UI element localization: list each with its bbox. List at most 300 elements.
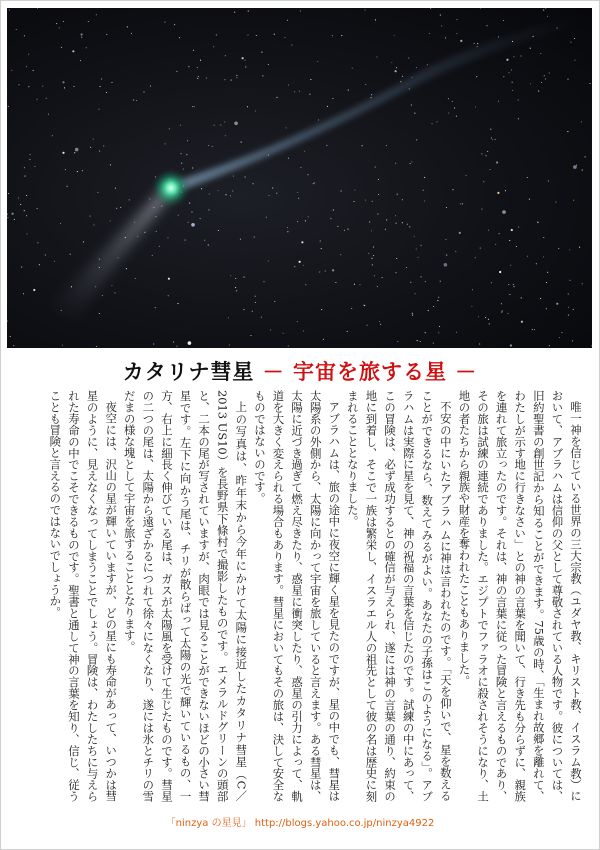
star xyxy=(396,223,397,224)
star xyxy=(133,99,134,100)
star xyxy=(102,295,103,296)
star xyxy=(369,221,370,222)
star xyxy=(444,263,448,267)
star xyxy=(262,75,263,76)
comet-photo xyxy=(7,8,592,348)
star xyxy=(415,293,416,294)
star xyxy=(497,192,499,194)
star xyxy=(247,34,248,35)
star xyxy=(106,34,107,35)
star xyxy=(242,57,244,59)
star xyxy=(268,195,269,196)
star xyxy=(103,145,104,146)
star xyxy=(568,315,569,316)
star xyxy=(240,239,241,240)
star xyxy=(498,101,499,102)
star xyxy=(287,227,288,228)
star xyxy=(307,174,308,175)
star xyxy=(437,300,438,301)
star xyxy=(440,281,441,282)
star xyxy=(286,127,287,128)
star xyxy=(409,226,410,227)
star xyxy=(26,215,27,216)
star xyxy=(446,207,447,208)
star xyxy=(511,69,512,70)
star xyxy=(455,251,456,252)
star xyxy=(410,163,411,164)
star xyxy=(153,343,154,344)
star xyxy=(567,131,568,132)
star xyxy=(191,212,192,213)
star xyxy=(541,82,542,83)
star xyxy=(294,91,295,92)
star xyxy=(371,258,372,259)
star xyxy=(90,216,91,217)
star xyxy=(489,323,490,324)
star xyxy=(37,8,38,9)
star xyxy=(516,246,517,247)
star xyxy=(559,337,560,338)
star xyxy=(431,123,432,124)
star xyxy=(456,19,457,20)
star xyxy=(425,281,426,282)
star xyxy=(20,204,21,205)
star xyxy=(341,35,342,36)
star xyxy=(74,152,75,153)
star xyxy=(492,139,493,140)
star xyxy=(411,161,412,162)
star xyxy=(10,336,11,337)
star xyxy=(527,177,528,178)
star xyxy=(474,43,475,44)
star xyxy=(244,60,245,61)
star xyxy=(198,76,199,77)
star xyxy=(454,108,455,109)
star xyxy=(268,260,269,261)
star xyxy=(208,244,209,245)
star xyxy=(396,258,397,259)
star xyxy=(200,60,201,61)
star xyxy=(548,180,549,181)
star xyxy=(433,343,434,344)
star xyxy=(244,277,245,278)
star xyxy=(459,232,461,234)
star xyxy=(116,208,117,209)
star xyxy=(425,332,426,333)
star xyxy=(377,286,378,287)
star xyxy=(391,62,392,63)
star xyxy=(67,186,68,187)
star xyxy=(534,329,535,330)
star xyxy=(512,90,513,91)
star xyxy=(245,66,246,67)
star xyxy=(337,226,338,227)
star xyxy=(245,176,246,177)
star xyxy=(395,215,396,216)
star xyxy=(326,145,327,146)
star xyxy=(114,292,115,293)
star xyxy=(377,214,378,215)
paragraph-2: 不安の中にいたアブラハムに神は言われたのです。「天を仰いで、星を数えることができるなら、数えてみるがよい。あなたの子孫はこのようになる」。アブラハムは実際に星を見て、神の祝福の言葉を信じたのです。試練の中にあって、この冒険は、必ず成功するとの確信が与えられ、遂には神の言葉の通り、約束の地に到着し、そこで一族は繁栄し、イスラエル人の祖先として彼の名は歴史に刻まれることとなりました。 xyxy=(345,390,453,802)
star xyxy=(218,190,219,191)
star xyxy=(228,317,229,318)
star xyxy=(382,277,383,278)
star xyxy=(416,67,417,68)
star xyxy=(385,229,386,230)
star xyxy=(42,86,43,87)
star xyxy=(572,340,573,341)
star xyxy=(573,165,577,169)
star xyxy=(400,81,401,82)
star xyxy=(236,290,237,291)
star xyxy=(56,23,57,24)
star xyxy=(62,81,64,83)
star xyxy=(408,58,409,59)
star xyxy=(569,280,570,281)
star xyxy=(62,152,64,154)
star xyxy=(178,215,179,216)
star xyxy=(98,109,99,110)
star xyxy=(429,33,430,34)
star xyxy=(192,167,193,168)
star xyxy=(261,52,262,53)
star xyxy=(574,38,575,39)
star xyxy=(214,125,215,126)
star xyxy=(188,66,189,67)
star xyxy=(111,285,112,286)
star xyxy=(327,106,328,107)
star xyxy=(433,306,434,307)
star xyxy=(126,268,127,269)
star xyxy=(200,218,201,219)
star xyxy=(462,203,463,204)
star xyxy=(518,99,519,100)
star xyxy=(261,317,262,318)
star xyxy=(509,240,510,241)
star xyxy=(376,56,377,57)
paragraph-1: 唯一神を信じている世界の三大宗教（ユダヤ教、キリスト教、イスラム教）において、アブラハムは信仰の父として尊敬されている人物です。彼については、旧約聖書の創世記から知ることができます。75歳の時、「生まれ故郷を離れて、わたしが示す地に行きなさい」との神の言葉を聞いて、行き先も分らずに、親族を連れて旅立ったのです。それは、神の言葉に従った冒険と言えるものであり、その旅は試練の連続でありました。エジプトでファラオに殺されそうになり、土地の者たちから親族や財産を奪われたこともありました。 xyxy=(457,390,583,802)
star xyxy=(452,189,453,190)
star xyxy=(34,166,35,167)
star xyxy=(297,192,298,193)
star xyxy=(250,335,251,336)
star xyxy=(96,346,97,347)
star xyxy=(110,220,111,221)
star xyxy=(256,35,257,36)
comet-coma xyxy=(151,168,191,208)
star xyxy=(347,229,348,230)
star xyxy=(252,311,253,312)
star xyxy=(111,82,112,83)
star xyxy=(543,237,544,238)
star xyxy=(427,64,428,65)
star xyxy=(135,278,136,279)
star xyxy=(150,86,151,87)
star xyxy=(194,106,195,107)
star xyxy=(26,195,27,196)
star xyxy=(274,34,275,35)
star xyxy=(428,310,429,311)
star xyxy=(471,306,472,307)
paragraph-4: 上の写真は、昨年末から今年にかけて太陽に接近したカタリナ彗星（C／2013 US10）を長野県下條村で撮影したものです。エメラルドグリーンの頭部と、二本の尾が写されていますが、肉眼では見ることができないほどの小さい彗星です。左下に向かう尾は、チリが散らばって太陽の光で輝いているもの、一方、右上に細長く伸びている尾は、ガスが太陽風を受けて生じたものです。彗星の二つの尾は、太陽から遠ざかるにつれて徐々になくなり、遂には氷とチリの雪だまの様な塊として宇宙を旅することとなります。 xyxy=(122,390,249,802)
star xyxy=(591,345,592,346)
star xyxy=(421,276,422,277)
star xyxy=(33,70,34,71)
star xyxy=(299,261,301,263)
star xyxy=(317,61,318,62)
star xyxy=(501,312,502,313)
star xyxy=(323,339,324,340)
star xyxy=(573,309,574,310)
star xyxy=(12,213,14,215)
star xyxy=(330,218,331,219)
star xyxy=(300,167,301,168)
star xyxy=(547,16,548,17)
star xyxy=(77,171,78,172)
star xyxy=(314,182,315,183)
star xyxy=(11,70,12,71)
star xyxy=(558,248,559,249)
star xyxy=(234,122,238,126)
star xyxy=(9,10,10,11)
star xyxy=(456,116,457,117)
star xyxy=(129,199,130,200)
star xyxy=(589,83,590,84)
star xyxy=(164,22,165,23)
star xyxy=(518,226,519,227)
star xyxy=(274,301,275,302)
star xyxy=(543,256,544,257)
star xyxy=(209,194,210,195)
star xyxy=(475,257,476,258)
star xyxy=(537,222,538,223)
star xyxy=(7,214,8,215)
star xyxy=(481,153,482,154)
star xyxy=(530,48,531,49)
star xyxy=(375,167,376,168)
star xyxy=(110,164,111,165)
star xyxy=(452,101,453,102)
star xyxy=(7,321,8,322)
star xyxy=(365,84,366,85)
star xyxy=(456,33,457,34)
star xyxy=(536,263,537,264)
star xyxy=(305,284,306,285)
star xyxy=(45,254,46,255)
star xyxy=(189,203,190,204)
star xyxy=(472,289,473,290)
star xyxy=(402,222,403,223)
star xyxy=(491,282,492,283)
star xyxy=(155,216,156,217)
star xyxy=(545,8,546,9)
star xyxy=(505,190,506,191)
star xyxy=(176,346,177,347)
star xyxy=(410,282,411,283)
star xyxy=(485,317,486,318)
star xyxy=(201,188,202,189)
star xyxy=(218,230,219,231)
star xyxy=(18,84,19,85)
star xyxy=(340,254,341,255)
star xyxy=(309,94,310,95)
star xyxy=(440,15,441,16)
star xyxy=(446,255,447,256)
star xyxy=(65,169,66,170)
star xyxy=(27,233,28,234)
star xyxy=(48,114,49,115)
star xyxy=(490,169,491,170)
star xyxy=(213,46,214,47)
title-dash-left: － xyxy=(262,360,285,384)
star xyxy=(24,167,25,168)
star xyxy=(414,113,415,114)
star xyxy=(438,332,439,333)
star xyxy=(379,321,380,322)
star xyxy=(232,190,233,191)
star xyxy=(573,200,574,201)
star xyxy=(287,231,288,232)
star xyxy=(378,179,379,180)
star xyxy=(234,12,235,13)
star xyxy=(14,219,15,220)
star xyxy=(445,37,446,38)
comet-image xyxy=(7,8,592,348)
star xyxy=(513,286,514,287)
star xyxy=(82,170,83,171)
star xyxy=(582,283,583,284)
star xyxy=(341,190,342,191)
star xyxy=(421,245,422,246)
dust-tail xyxy=(42,186,173,318)
star xyxy=(303,330,304,331)
star xyxy=(498,36,499,37)
star xyxy=(424,177,425,178)
star xyxy=(513,284,514,285)
star xyxy=(585,156,586,157)
star xyxy=(220,124,221,125)
star xyxy=(224,79,225,80)
star xyxy=(176,71,177,72)
star xyxy=(224,121,225,122)
star xyxy=(37,242,38,243)
star xyxy=(321,309,322,310)
star xyxy=(33,289,35,291)
star xyxy=(120,207,121,208)
star xyxy=(321,248,322,249)
star xyxy=(495,244,496,245)
star xyxy=(354,189,355,190)
star xyxy=(491,137,492,138)
star xyxy=(476,76,477,77)
star xyxy=(359,284,360,285)
star xyxy=(168,295,169,296)
star xyxy=(424,200,425,201)
star xyxy=(235,287,236,288)
star xyxy=(371,94,372,95)
star xyxy=(36,99,37,100)
star xyxy=(30,154,31,155)
star xyxy=(569,249,570,250)
star xyxy=(64,87,65,88)
star xyxy=(80,60,81,61)
star xyxy=(416,249,417,250)
star xyxy=(518,118,519,119)
star xyxy=(272,188,273,189)
star xyxy=(332,269,334,271)
star xyxy=(88,21,89,22)
star xyxy=(208,145,209,146)
star xyxy=(61,47,62,48)
star xyxy=(495,139,496,140)
star xyxy=(181,163,182,164)
star xyxy=(106,92,107,93)
star xyxy=(546,282,547,283)
star xyxy=(186,154,187,155)
star xyxy=(540,298,541,299)
star xyxy=(181,153,182,154)
star xyxy=(503,76,504,77)
star xyxy=(581,121,582,122)
star xyxy=(13,345,14,346)
star xyxy=(445,239,446,240)
star xyxy=(395,272,396,273)
star xyxy=(318,119,319,120)
star xyxy=(546,308,547,309)
star xyxy=(188,341,192,345)
paragraph-3: アブラハムは、旅の途中に夜空に輝く星を見たのですが、星の中でも、彗星は太陽系の外側から、太陽に向かって宇宙を旅していると言えます。ある彗星は、太陽に近づき過ぎて燃え尽きたり、惑星に衝突したり、惑星の引力によって、軌道を大きく変えられる場合もあります。彗星においてもその旅は、決して安全なものではないのです。 xyxy=(252,390,342,802)
star xyxy=(508,284,509,285)
star xyxy=(513,56,514,57)
star xyxy=(576,165,577,166)
star xyxy=(131,33,132,34)
star xyxy=(62,345,63,346)
star xyxy=(204,240,205,241)
star xyxy=(23,293,24,294)
star xyxy=(486,25,487,26)
star xyxy=(412,313,413,314)
star xyxy=(167,237,168,238)
star xyxy=(288,85,289,86)
star xyxy=(155,307,156,308)
star xyxy=(414,236,415,237)
star xyxy=(75,148,79,152)
star xyxy=(574,60,575,61)
star xyxy=(243,309,244,310)
star xyxy=(255,302,256,303)
star xyxy=(529,199,530,200)
star xyxy=(225,135,226,136)
star xyxy=(480,8,481,9)
star xyxy=(291,45,292,46)
star xyxy=(39,264,40,265)
star xyxy=(538,91,539,92)
star xyxy=(509,294,510,295)
star xyxy=(60,223,61,224)
star xyxy=(487,151,488,152)
star xyxy=(225,55,226,56)
star xyxy=(54,261,55,262)
star xyxy=(511,229,513,231)
star xyxy=(303,265,304,266)
star xyxy=(270,329,271,330)
star xyxy=(233,176,234,177)
star xyxy=(420,341,421,342)
title-main: カタリナ彗星 xyxy=(122,360,255,384)
star xyxy=(478,316,479,317)
star xyxy=(187,140,188,141)
star xyxy=(499,233,500,234)
